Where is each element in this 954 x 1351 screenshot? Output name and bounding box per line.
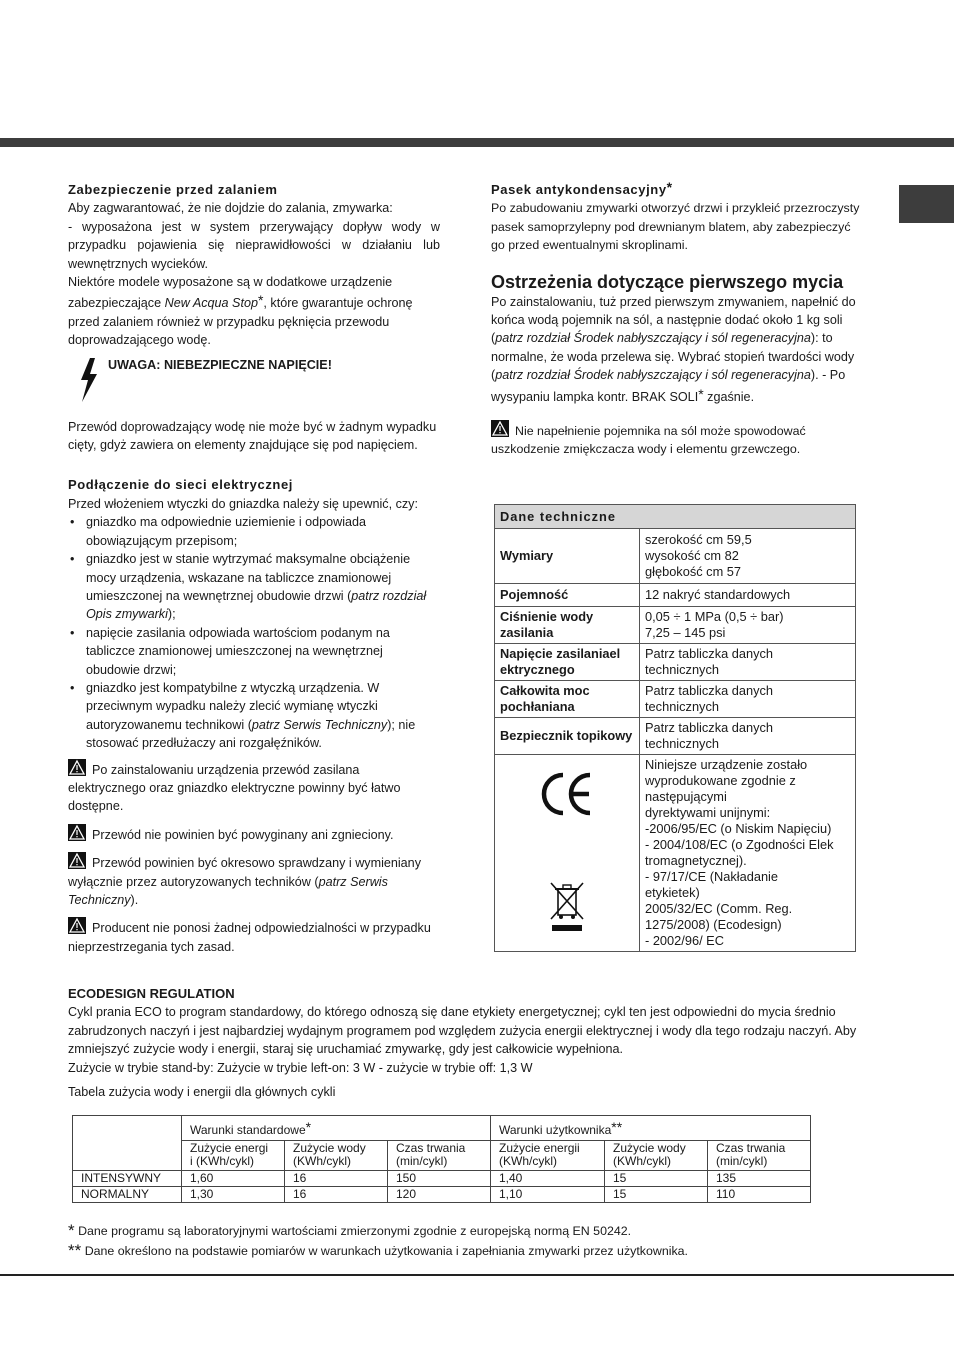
strip-text: Po zabudowaniu zmywarki otworzyć drzwi i przykleić przezroczysty pasek samoprzylepny pod drewnianym blatem, aby zabezpieczyć go przed ewentualnymi skroplinami. [491, 201, 860, 253]
salt-warning-text: Nie napełnienie pojemnika na sól może spowodować uszkodzenie zmiękczacza wody i elementu grzewczego. [491, 424, 806, 457]
flood-p3-b: , które gwarantuje ochronę przed zalaniem również w przypadku pęknięcia przewodu doprowadzającego wodę. [68, 296, 413, 348]
std-header-text: Warunki standardowe [190, 1123, 306, 1137]
tech-label: Napięcie zasilaniael ektrycznego [495, 644, 640, 681]
footnote-mark: * [68, 1221, 75, 1240]
warning-text-4: Producent nie ponosi żadnej odpowiedzialności w przypadku nieprzestrzegania tych zasad. [68, 921, 431, 954]
top-bar [0, 138, 954, 147]
footnote-2 [68, 1242, 928, 1260]
warning-text-3a: Przewód powinien być okresowo sprawdzany i wymieniany wyłącznie przez autoryzowanych techników ( [68, 856, 421, 889]
table-row [495, 718, 856, 755]
table-row [495, 584, 856, 607]
warning-note-1 [68, 759, 440, 816]
elec-title: Podłączenie do sieci elektrycznej [68, 477, 294, 493]
flood-p3-a: Niektóre modele wyposażone są w dodatkowe urządzenie zabezpieczające [68, 275, 393, 311]
std-header [182, 1116, 491, 1141]
cell: 110 [708, 1187, 811, 1203]
bullet2-b: ); [167, 607, 176, 622]
bullet4-ref: patrz Serwis Techniczny [251, 717, 388, 732]
salt-warning [491, 420, 866, 459]
bullet2-a: gniazdko jest w stanie wytrzymać maksymalne obciążenie mocy urządzenia, wskazane na tabliczce znamionowej umieszczonej na wewnętrznej obudowie drzwi ( [86, 552, 411, 603]
tech-value: Patrz tabliczka danych technicznych [640, 681, 856, 718]
ce-mark-icon [537, 771, 597, 817]
tech-header: Dane techniczne [495, 505, 856, 529]
eco-title: ECODESIGN REGULATION [68, 986, 235, 1001]
warning-note-2 [68, 824, 440, 844]
elec-intro: Przed włożeniem wtyczki do gniazdka należy się upewnić, czy: [68, 496, 418, 511]
cell: 150 [388, 1171, 491, 1187]
cell: 1,30 [182, 1187, 285, 1203]
footnote-star: * [305, 1119, 312, 1135]
tech-value: Patrz tabliczka danych technicznych [640, 644, 856, 681]
row-name: INTENSYWNY [73, 1171, 182, 1187]
cell: 15 [605, 1187, 708, 1203]
footnotes [68, 1222, 928, 1261]
cell: 16 [285, 1171, 388, 1187]
tech-value: szerokość cm 59,5 wysokość cm 82 głębokość cm 57 [640, 529, 856, 584]
cell: 15 [605, 1171, 708, 1187]
table-row [495, 607, 856, 644]
warning-note-3 [68, 852, 440, 909]
footnote-2-text: Dane określono na podstawie pomiarów w warunkach użytkowania i zapełniania zmywarki przez użytkownika. [84, 1244, 688, 1259]
column-header: Czas trwania (min/cykl) [388, 1141, 491, 1171]
user-header [491, 1116, 811, 1141]
voltage-block [68, 356, 440, 418]
voltage-warning: UWAGA: NIEBEZPIECZNE NAPIĘCIE! [108, 357, 332, 372]
crossed-bin-icon [549, 881, 585, 933]
tech-label: Wymiary [495, 529, 640, 584]
ecodesign-section [68, 985, 898, 1101]
first-wash-d: zgaśnie. [703, 389, 755, 404]
user-header-text: Warunki użytkownika [499, 1123, 612, 1137]
footnote-mark: ** [68, 1241, 82, 1261]
elec-list [68, 513, 440, 752]
right-column [491, 178, 866, 459]
table-row [73, 1116, 811, 1141]
first-wash-a: Po zainstalowaniu, tuż przed pierwszym zmywaniem, napełnić do końca wodą pojemnik na sól, a następnie dodać około 1 kg soli ( [491, 294, 856, 346]
first-wash-ref1: patrz rozdział Środek nabłyszczający i sól regeneracyjna [495, 331, 811, 346]
column-header: Czas trwania (min/cykl) [708, 1141, 811, 1171]
column-header: Zużycie wody (KWh/cykl) [605, 1141, 708, 1171]
strip-title [491, 178, 866, 199]
first-wash-text [491, 293, 866, 406]
flood-p2: - wyposażona jest w system przerywający dopływ wody w przypadku pojawienia się nieprawidłowości w działaniu lub wewnętrznych wycieków. [68, 219, 440, 271]
warning-triangle-icon [68, 824, 86, 841]
empty-cell [73, 1116, 182, 1171]
list-item [68, 550, 440, 624]
table-row [495, 644, 856, 681]
list-item [68, 679, 440, 753]
warning-triangle-icon [68, 917, 86, 934]
first-wash-c: ). - Po wysypaniu lampka kontr. BRAK SOLI [491, 368, 846, 404]
tech-value: Patrz tabliczka danych technicznych [640, 718, 856, 755]
table-row [73, 1171, 811, 1187]
directives-text: Niniejsze urządzenie zostało wyprodukowane zgodnie z następującymi dyrektywami unijnymi: -2006/95/EC (o Niskim Napięciu) - 2004/108/EC (o Zgodności Elek tromagnetycznej). - 97/17/CE (Nakładanie etykietek) 2005/32/EC (Comm. Reg. 1275/2008) (Ecodesign) - 2002/96/ EC [640, 755, 856, 952]
eco-p1: Cykl prania ECO to program standardowy, do którego odnoszą się dane etykiety energetycznej; cykl ten jest odpowiedni do mycia średnio zabrudzonych naczyń i jest najbardziej wydajnym programem pod względem zużycia energii elektrycznej i wody dla tego rodzaju naczyń. Aby zmniejszyć zużycie wody i energii, staraj się uruchamiać zmywarkę, gdy jest całkowicie wypełniona. [68, 1005, 857, 1057]
marks-cell [495, 755, 640, 952]
table-row [495, 681, 856, 718]
footnote-star: * [698, 385, 704, 402]
table-row [495, 529, 856, 584]
cell: 135 [708, 1171, 811, 1187]
row-name: NORMALNY [73, 1187, 182, 1203]
tech-label: Ciśnienie wody zasilania [495, 607, 640, 644]
tech-data-table [494, 504, 856, 952]
bullet2-ref: patrz rozdział Opis zmywarki [86, 588, 427, 622]
tech-value: 0,05 ÷ 1 MPa (0,5 ÷ bar) 7,25 – 145 psi [640, 607, 856, 644]
language-tab [899, 185, 954, 223]
warning-text-3b: ). [130, 893, 139, 907]
table-row [73, 1141, 811, 1171]
voltage-text: Przewód doprowadzający wodę nie może być w żadnym wypadku cięty, gdyż zawiera on elementy znajdujące się pod napięciem. [68, 419, 437, 453]
bottom-rule [0, 1274, 954, 1276]
list-item: • gniazdko ma odpowiednie uziemienie i odpowiada obowiązującym przepisom; [68, 513, 440, 550]
bullet4-a: gniazdko jest kompatybilne z wtyczką urządzenia. W przeciwnym wypadku należy zlecić wymianę wtyczki autoryzowanemu technikowi ( [86, 680, 380, 732]
strip-title-text: Pasek antykondensacyjny [491, 182, 667, 197]
warning-note-4 [68, 917, 440, 956]
cell: 1,40 [491, 1171, 605, 1187]
warning-triangle-icon [68, 759, 86, 776]
warning-triangle-icon [491, 420, 509, 437]
tech-value: 12 nakryć standardowych [640, 584, 856, 607]
bullet4-b: ); nie stosować przedłużaczy ani rozgałęźników. [86, 717, 416, 751]
warning-ref-3: patrz Serwis Techniczny [68, 874, 388, 907]
energy-table [72, 1115, 811, 1203]
warning-text-1: Po zainstalowaniu urządzenia przewód zasilana elektrycznego oraz gniazdko elektryczne powinny być łatwo dostępne. [68, 762, 401, 814]
footnote-1-text: Dane programu są laboratoryjnymi wartościami zmierzonymi zgodnie z europejską normą EN 50242. [78, 1224, 632, 1238]
footnote-star: * [257, 292, 264, 309]
cell: 120 [388, 1187, 491, 1203]
footnote-1 [68, 1222, 928, 1240]
table-row [495, 755, 856, 952]
list-item: • napięcie zasilania odpowiada wartościom podanym na tabliczce znamionowej umieszczonej na wewnętrznej obudowie drzwi; [68, 624, 440, 679]
first-wash-b: ): to normalne, że woda przelewa się. Wybrać stopień twardości wody ( [491, 331, 855, 383]
lightning-bolt-icon [78, 358, 100, 402]
tech-label: Pojemność [495, 584, 640, 607]
column-header: Zużycie energi i (KWh/cykl) [182, 1141, 285, 1171]
column-header: Zużycie energii (KWh/cykl) [491, 1141, 605, 1171]
flood-p1: Aby zagwarantować, że nie dojdzie do zalania, zmywarka: [68, 201, 393, 216]
first-wash-ref2: patrz rozdział Środek nabłyszczający i sól regeneracyjna [495, 368, 811, 383]
tech-label: Bezpiecznik topikowy [495, 718, 640, 755]
tech-label: Całkowita moc pochłaniana [495, 681, 640, 718]
table-row [73, 1187, 811, 1203]
left-column [68, 181, 440, 956]
footnote-star: ** [611, 1119, 623, 1135]
eco-p3: Tabela zużycia wody i energii dla głównych cykli [68, 1085, 336, 1100]
new-acqua-stop: New Acqua Stop [164, 296, 258, 311]
eco-p2: Zużycie w trybie stand-by: Zużycie w trybie left-on: 3 W - zużycie w trybie off: 1,3 W [68, 1060, 533, 1075]
flood-p3 [68, 273, 440, 350]
warning-text-2: Przewód nie powinien być powyginany ani zgnieciony. [92, 827, 394, 842]
cell: 16 [285, 1187, 388, 1203]
column-header: Zużycie wody (KWh/cykl) [285, 1141, 388, 1171]
warning-triangle-icon [68, 852, 86, 869]
footnote-star: * [666, 179, 673, 195]
flood-title: Zabezpieczenie przed zalaniem [68, 182, 278, 197]
first-wash-title: Ostrzeżenia dotyczące pierwszego mycia [491, 271, 844, 292]
cell: 1,60 [182, 1171, 285, 1187]
cell: 1,10 [491, 1187, 605, 1203]
